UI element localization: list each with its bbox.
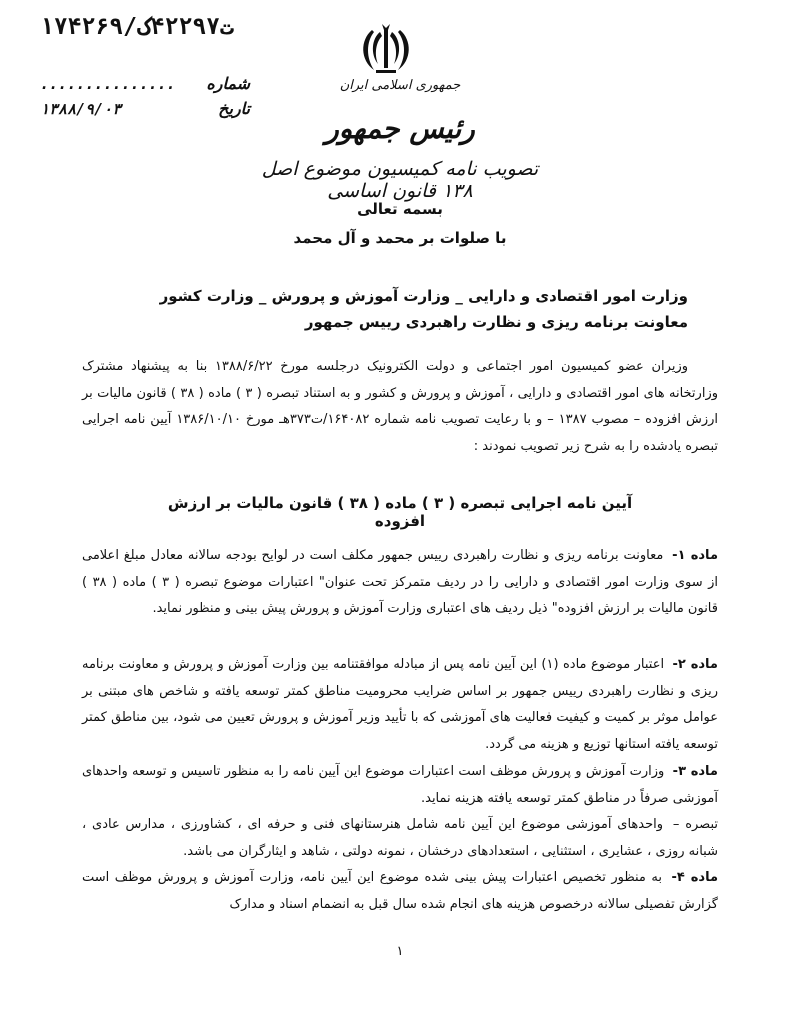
date-line (40, 99, 250, 118)
note-text: واحدهای آموزشی موضوع این آیین نامه شامل هنرستانهای فنی و حرفه ای ، کشاورزی ، مدارس عادی ، شبانه روزی ، عشایری ، استثنایی ، استعدادهای درخشان ، نمونه دولتی ، شاهد و ایثارگران می باشد. (82, 817, 718, 859)
date-label: تاریخ (218, 99, 250, 118)
addressees (88, 283, 688, 335)
article-4-heading: ماده ۴- (671, 870, 718, 885)
reference-number: ۱۷۴۲۶۹/ت۴۲۲۹۷ک (40, 14, 234, 40)
letter-meta (40, 74, 250, 124)
article-1-heading: ماده ۱- (672, 548, 718, 563)
republic-line: جمهوری اسلامی ایران (339, 78, 461, 93)
article-1 (82, 543, 718, 623)
note-paragraph (82, 812, 718, 865)
commission-line: تصویب نامه کمیسیون موضوع اصل ۱۳۸ قانون اساسی (261, 158, 539, 202)
salavat: با صلوات بر محمد و آل محمد (293, 229, 507, 247)
page-number: ۱ (396, 944, 404, 959)
note-heading: تبصره – (672, 817, 718, 832)
number-label: شماره (206, 74, 250, 93)
article-3-heading: ماده ۳- (672, 764, 718, 779)
addressee-line-2: معاونت برنامه ریزی و نظارت راهبردی رییس جمهور (304, 313, 688, 331)
article-3-text: وزارت آموزش و پرورش موظف است اعتبارات موضوع این آیین نامه را به منظور تاسیس و توسعه واحدهای آموزشی صرفاً در مناطق کمتر توسعه یافته هزینه نماید. (82, 764, 718, 806)
article-2-heading: ماده ۲- (672, 657, 718, 672)
number-value: ............... (40, 75, 176, 93)
addressee-line-1: وزارت امور اقتصادی و دارایی _ وزارت آموزش و پرورش _ وزارت کشور (159, 287, 688, 305)
article-2 (82, 652, 718, 758)
intro-paragraph: وزیران عضو کمیسیون امور اجتماعی و دولت الکترونیک درجلسه مورخ ۱۳۸۸/۶/۲۲ بنا به پیشنهاد مشترک وزارتخانه های امور اقتصادی و دارایی ، آموزش و پرورش و کشور و به استناد تبصره ( ۳ ) ماده ( ۳۸ ) قانون مالیات بر ارزش افزوده – مصوب ۱۳۸۷ – و با رعایت تصویب نامه شماره ۱۶۴۰۸۲/ت۳۷۳هـ مورخ ۱۳۸۶/۱۰/۱۰ آیین نامه اجرایی تبصره یادشده را به شرح زیر تصویب نمودند : (82, 359, 718, 454)
bismillah: بسمه تعالی (357, 200, 443, 218)
date-value: ۱۳۸۸/۹/۰۳ (40, 100, 122, 118)
number-line (40, 74, 250, 93)
article-4-text: به منظور تخصیص اعتبارات پیش بینی شده موضوع این آیین نامه، وزارت آموزش و پرورش موظف است گزارش تفصیلی سالانه درخصوص هزینه های انجام شده سال قبل به انضمام اسناد و مدارک (82, 870, 718, 912)
article-3 (82, 759, 718, 812)
article-2-text: اعتبار موضوع ماده (۱) این آیین نامه پس از مبادله موافقتنامه بین وزارت آموزش و پرورش و معاونت برنامه ریزی و نظارت راهبردی رییس جمهور بر اساس ضرایب محرومیت مناطق کمتر توسعه یافته و شاخص های مبتنی بر عوامل موثر بر کمیت و کیفیت فعالیت های آموزشی که با تأیید وزیر آموزش و پرورش تعیین می شود، بین مناطق کمتر توسعه یافته استانها توزیع و هزینه می گردد. (82, 657, 718, 752)
article-4 (82, 865, 718, 918)
president-line: رئیس جمهور (325, 112, 475, 145)
regulation-title: آیین نامه اجرایی تبصره ( ۳ ) ماده ( ۳۸ ) قانون مالیات بر ارزش افزوده (167, 494, 633, 530)
article-1-text: معاونت برنامه ریزی و نظارت راهبردی رییس جمهور مکلف است در لوایح بودجه سالانه معادل مبلغ اعلامی از سوی وزارت امور اقتصادی و دارایی را در ردیف متمرکز تحت عنوان" اعتبارات موضوع تبصره ( ۳ ) ماده ( ۳۸ ) قانون مالیات بر ارزش افزوده" ذیل ردیف های اعتباری وزارت آموزش و پرورش پیش بینی و منظور نماید. (82, 548, 718, 616)
iran-emblem-icon (358, 22, 414, 78)
